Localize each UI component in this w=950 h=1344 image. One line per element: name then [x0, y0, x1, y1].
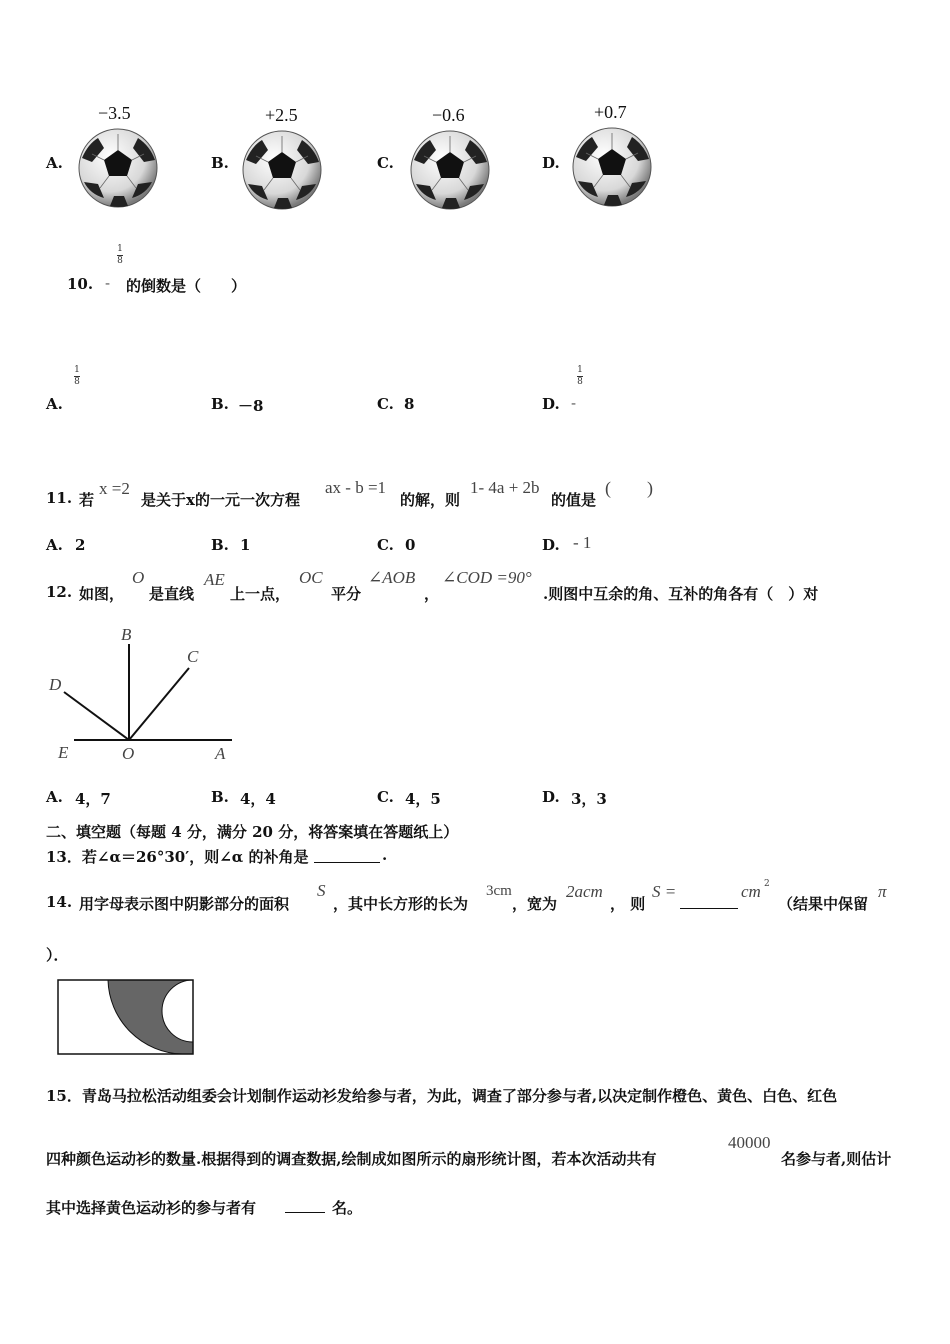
- q11-m2: ax - b =1: [325, 478, 387, 497]
- q9-option-c-letter: C.: [377, 154, 394, 172]
- q15-line1: 15．青岛马拉松活动组委会计划制作运动衫发给参与者，为此，调查了部分参与者,以决定制作橙色、黄色、白色、红色: [46, 1087, 838, 1105]
- q12-t5: ，: [424, 585, 440, 603]
- q14-t6: ）．: [46, 946, 69, 964]
- q11-t4: 的值是: [551, 491, 597, 509]
- frac-num: 1: [74, 365, 80, 375]
- q12-label-o: O: [122, 744, 135, 763]
- q11-option-c-letter: C.: [377, 536, 394, 554]
- q14-m5: cm: [741, 882, 761, 901]
- frac-den: 8: [577, 377, 583, 387]
- q9-option-a-letter: A.: [46, 154, 63, 172]
- q12-option-d-letter: D.: [542, 788, 560, 806]
- q12-option-d-text: 3，3: [571, 790, 607, 808]
- q11-option-a-letter: A.: [46, 536, 63, 554]
- q11-option-c-text: 0: [405, 536, 416, 554]
- q12-m4: ∠AOB: [368, 568, 416, 587]
- q15-line2a: 四种颜色运动衫的数量.根据得到的调查数据,绘制成如图所示的扇形统计图，若本次活动共有: [46, 1150, 657, 1168]
- q11-paren: ( ): [605, 478, 653, 498]
- soccer-ball-icon: [78, 128, 158, 208]
- q12-option-a-text: 4，7: [75, 790, 111, 808]
- q14-m4: S =: [652, 882, 677, 901]
- q14-t1: 用字母表示图中阴影部分的面积: [79, 895, 290, 913]
- q11-m3: 1- 4a + 2b: [470, 478, 540, 497]
- q14-m6: π: [878, 882, 887, 901]
- soccer-ball-icon: [572, 127, 652, 207]
- q11-option-a-text: 2: [75, 536, 86, 554]
- q12-label-e: E: [58, 743, 69, 762]
- q9-option-b-value: +2.5: [265, 105, 298, 125]
- q11-number: 11.: [46, 489, 73, 507]
- q10-minus: -: [105, 274, 111, 292]
- q10-option-c-text: 8: [404, 395, 415, 413]
- q9-option-a-value: −3.5: [98, 103, 131, 123]
- q10-option-d-letter: D.: [542, 395, 560, 413]
- q11-option-d-text: - 1: [573, 533, 592, 552]
- q15-line3b: 名。: [332, 1199, 363, 1217]
- q10-text: 的倒数是（ ）: [126, 277, 247, 295]
- q12-label-a: A: [215, 744, 226, 763]
- q13-text: 13．若∠α＝26°30′，则∠α 的补角是: [46, 848, 309, 866]
- q12-option-b-text: 4，4: [240, 790, 276, 808]
- q13-answer-blank[interactable]: [314, 862, 380, 863]
- q12-option-c-letter: C.: [377, 788, 394, 806]
- q9-option-d-letter: D.: [542, 154, 560, 172]
- q10-option-b-text: －8: [238, 397, 264, 415]
- q15-line3a: 其中选择黄色运动衫的参与者有: [46, 1199, 257, 1217]
- q12-m5: ∠COD =90°: [442, 568, 532, 587]
- q10-option-d-fraction: [574, 366, 586, 387]
- q12-option-a-letter: A.: [46, 788, 63, 806]
- q10-number: 10.: [67, 275, 94, 293]
- q12-t6: .则图中互余的角、互补的角各有（ ）对: [543, 585, 819, 603]
- q11-option-b-letter: B.: [211, 536, 229, 554]
- q12-t1: 如图，: [79, 585, 125, 603]
- q15-answer-blank[interactable]: [285, 1212, 325, 1213]
- q10-frac-num: 1: [117, 244, 123, 254]
- q11-option-d-letter: D.: [542, 536, 560, 554]
- frac-den: 8: [74, 377, 80, 387]
- q10-option-d-minus: -: [571, 394, 577, 412]
- q9-option-c-value: −0.6: [432, 105, 465, 125]
- frac-num: 1: [577, 365, 583, 375]
- q12-option-c-text: 4，5: [405, 790, 441, 808]
- q10-fraction: [114, 245, 126, 266]
- q10-option-b-letter: B.: [211, 395, 229, 413]
- soccer-ball-icon: [242, 130, 322, 210]
- q14-t2: ，其中长方形的长为: [333, 895, 469, 913]
- q12-t3: 上一点，: [230, 585, 291, 603]
- q14-m5-sup: 2: [764, 879, 770, 889]
- q13-end: .: [382, 846, 388, 864]
- section-2-heading: 二、填空题（每题 4 分，满分 20 分，将答案填在答题纸上）: [46, 823, 459, 841]
- q14-m2: 3cm: [486, 883, 512, 899]
- q11-t2: 是关于x的一元一次方程: [141, 491, 300, 509]
- q10-option-c-letter: C.: [377, 395, 394, 413]
- q15-line2b: 名参与者,则估计: [781, 1150, 892, 1168]
- q14-number: 14.: [46, 893, 73, 911]
- q10-frac-den: 8: [117, 256, 123, 266]
- q9-option-d-value: +0.7: [594, 102, 627, 122]
- q14-shaded-figure: [56, 978, 196, 1058]
- q15-m1: 40000: [728, 1133, 771, 1152]
- q14-t3: ，宽为: [512, 895, 558, 913]
- q14-answer-blank[interactable]: [680, 908, 738, 909]
- q11-option-b-text: 1: [240, 536, 251, 554]
- q12-label-c: C: [187, 647, 199, 666]
- q12-label-b: B: [121, 625, 132, 644]
- soccer-ball-icon: [410, 130, 490, 210]
- q11-m1: x =2: [99, 479, 130, 498]
- q14-t5: （结果中保留: [778, 895, 869, 913]
- q12-m2: AE: [204, 570, 225, 589]
- q10-option-a-letter: A.: [46, 395, 63, 413]
- q12-option-b-letter: B.: [211, 788, 229, 806]
- q10-option-a-fraction: [71, 366, 83, 387]
- q11-t3: 的解，则: [400, 491, 461, 509]
- q9-option-b-letter: B.: [211, 154, 229, 172]
- q11-t1: 若: [79, 491, 95, 509]
- q12-t4: 平分: [331, 585, 362, 603]
- q12-m3: OC: [299, 568, 323, 587]
- q14-m1: S: [317, 881, 326, 900]
- q12-m1: O: [132, 568, 145, 587]
- q12-t2: 是直线: [149, 585, 195, 603]
- q12-number: 12.: [46, 583, 73, 601]
- q12-label-d: D: [49, 675, 62, 694]
- q14-m3: 2acm: [566, 882, 603, 901]
- q14-t4: ， 则: [610, 895, 646, 913]
